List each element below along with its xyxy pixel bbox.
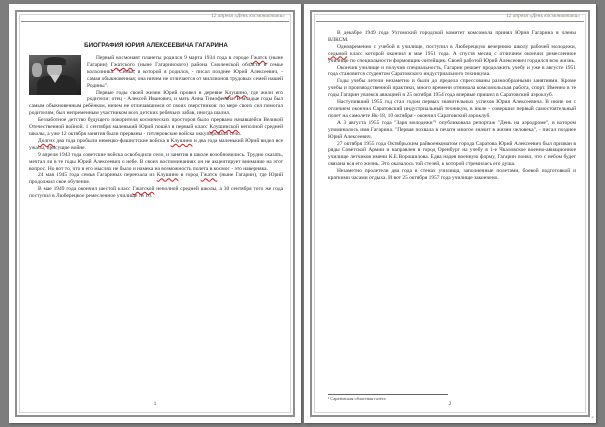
spellcheck-underlined-text: Клушино bbox=[225, 89, 247, 96]
text-run: 9 апреля 1943 года советские войска освободили село, и занятия в школе возобновились. Трудно сказать, мечтал ли в те годы Юрий Алексеевич о небе. В своих воспоминаниях он не акцентирует внимание на этот вопрос. Но вот то, что в его мыслях не было и намека на возможность полета в космос - это наверняка. bbox=[29, 151, 283, 172]
text-run: Незаметно пролетели два года в стенах училища, заполненные полетами, боевой подготовкой и краткими часами отдыха. И вот 25 октября 1957 года училище закончено. bbox=[328, 168, 576, 182]
spellcheck-underlined-text: Гжатск bbox=[200, 172, 218, 179]
text-run: Первые годы своей жизни Юрий провел в деревне bbox=[96, 89, 226, 96]
text-run: 24 мая 1945 года семья Гагариных переехала из bbox=[38, 172, 157, 179]
spellcheck-underlined-text: Гжатск bbox=[250, 55, 268, 61]
paragraph bbox=[29, 172, 283, 186]
text-run: Окончив училище и получив специальность, Гагарин решает продолжить учебу и уже в августе 1951 года становится студентом Саратовского индустриального техникума. bbox=[328, 64, 576, 78]
gagarin-photo bbox=[29, 55, 81, 95]
text-run: А 3 августа 1955 года "Заря молодежи"¹ опубликовала репортаж "День на аэродроме", в котором упоминалось имя Гагарина. "Первая похвала в печати многое значит в жизни человека", - писал позднее Юрий Алексеевич. bbox=[328, 119, 576, 140]
text-run: В мае 1949 года окончил шестой класс bbox=[38, 186, 133, 193]
paragraph bbox=[328, 141, 576, 169]
spellcheck-underlined-text: Долгих bbox=[38, 137, 55, 144]
header-rule bbox=[21, 21, 289, 22]
text-run: (ныне Гагаринского) района Смоленской области в семье колхозника. "Семья, в которой я родился, - писал позднее Юрий Алексеевич, - самая обыкновенная; она ничем не отличается от миллионов трудовых семей нашей Родины". bbox=[87, 61, 283, 89]
page-body bbox=[328, 30, 576, 182]
footnote: ¹ Саратовская областная газета bbox=[328, 394, 448, 401]
spellcheck-underlined-text: Гжатской bbox=[132, 186, 155, 193]
header-rule bbox=[316, 21, 584, 22]
paragraph bbox=[328, 120, 576, 141]
spellcheck-underlined-text: Клушино bbox=[156, 172, 179, 179]
text-run: Наступивший 1955 год стал годом первых значительных успехов Юрия Алексеевича. В июне он с отличием окончил Саратовский индустриальный техникум, в июле - совершил первый самостоятельный полет на самолете Як-18, 10 октября - окончил Саратовский аэроклуб. bbox=[328, 99, 576, 119]
spellcheck-underlined-text: Гжатского bbox=[110, 61, 135, 68]
text-run: , где жили его родители: отец - Алексей Иванович, и мать Анна Тимофеевна. В младые годы был самым обыкновенным ребёнком, ничем не отличавшимся от своих сверстников: по мере своих сил помогал родителям, был непременным участником всех детских ребячьих забав, иногда шалил. bbox=[29, 89, 283, 117]
text-run: неполной средней школы, а уже 12 октября занятия были прерваны - гитлеровские войска оккупировали село. bbox=[29, 124, 284, 137]
paragraph bbox=[328, 168, 576, 182]
text-run: класс которой окончил в мае 1951 года. А спустя месяц с отличием окончил ремесленное училище по специальности формовщик-литейщик. Своей работой Юрий Алексеевич гордился всю жизнь. bbox=[328, 50, 576, 64]
document-page-1 bbox=[9, 4, 301, 423]
text-run: (ныне Гагарин), где Юрий продолжил свое обучение. bbox=[29, 172, 283, 186]
scroll-arrow-icon[interactable]: ▾ bbox=[591, 416, 594, 421]
paragraph bbox=[29, 186, 283, 200]
paragraph bbox=[29, 117, 283, 138]
text-run: неполной средней школы, а 30 сентября того же года поступил в Люберецкое ремесленное училище № 10. bbox=[29, 186, 283, 200]
text-run: Беззаботное детство будущего покорителя космических просторов было прервано начавшейся Великой Отечественной войной. 1 сентября маленький Юрий пошёл в первый класс bbox=[29, 117, 283, 131]
text-run: два года пробыли немецко-фашистские войска в bbox=[54, 137, 171, 144]
paragraph bbox=[328, 44, 576, 65]
page-body bbox=[29, 42, 283, 200]
paragraph bbox=[328, 99, 576, 120]
page-number: 1 bbox=[153, 401, 157, 407]
paragraph bbox=[328, 65, 576, 79]
text-run: (ныне Гагарин) bbox=[87, 55, 283, 68]
text-run: В декабре 1949 года Ухтомский городской комитет комсомола принял Юрия Гагарина в члены ВЛКСМ. bbox=[328, 30, 576, 43]
text-run: 27 октября 1955 года Октябрьским райвоенкоматом города Саратова Юрий Алексеевич был призван в ряды Советской Армии и направлен в город Оренбург на учебу в 1-е Чкаловское военно-авиационное училище летчиков имени К.Е.Ворошилова. Едва надев военную форму, Гагарин понял, что с небом будет связана вся его жизнь. Это оказалось той стезей, к которой стремилась его душа. bbox=[328, 140, 576, 168]
lead-paragraph-block bbox=[29, 55, 283, 90]
text-run: Первый космонавт планеты родился 9 марта 1934 года в городе bbox=[96, 55, 251, 61]
paragraph bbox=[29, 152, 283, 173]
page-header: 12 апреля «День космонавтики» bbox=[505, 13, 580, 19]
spellcheck-underlined-text: седьмой bbox=[328, 50, 348, 57]
paragraph bbox=[328, 78, 576, 99]
page-header: 12 апреля «День космонавтики» bbox=[210, 13, 285, 19]
document-page-2 bbox=[304, 4, 596, 423]
spellcheck-underlined-text: Клушино bbox=[170, 137, 193, 144]
paragraph bbox=[328, 30, 576, 44]
document-title: БИОГРАФИЯ ЮРИЯ АЛЕКСЕЕВИЧА ГАГАРИНА bbox=[84, 42, 228, 49]
text-run: Годы учебы летели незаметно и были до предела спрессованы разнообразными занятиями. Кроме учебы и производственной практики, много времени отнимала комсомольская работа, спорт. Именно в те годы Гагарин увлекся авиацией и 25 октября 1954 года впервые пришел в Саратовский аэроклуб. bbox=[328, 78, 576, 99]
spellcheck-underlined-text: Клушинской bbox=[209, 124, 239, 131]
text-run: Одновременно с учебой в училище, поступил в Люберецкую вечернюю школу рабочей молодежи, bbox=[337, 43, 576, 50]
text-run: в город bbox=[178, 172, 201, 179]
text-run: и два года маленький Юрий видел все ужасы, присущие войне. bbox=[29, 137, 283, 151]
page-number: 2 bbox=[448, 401, 452, 407]
paragraph bbox=[29, 138, 283, 152]
